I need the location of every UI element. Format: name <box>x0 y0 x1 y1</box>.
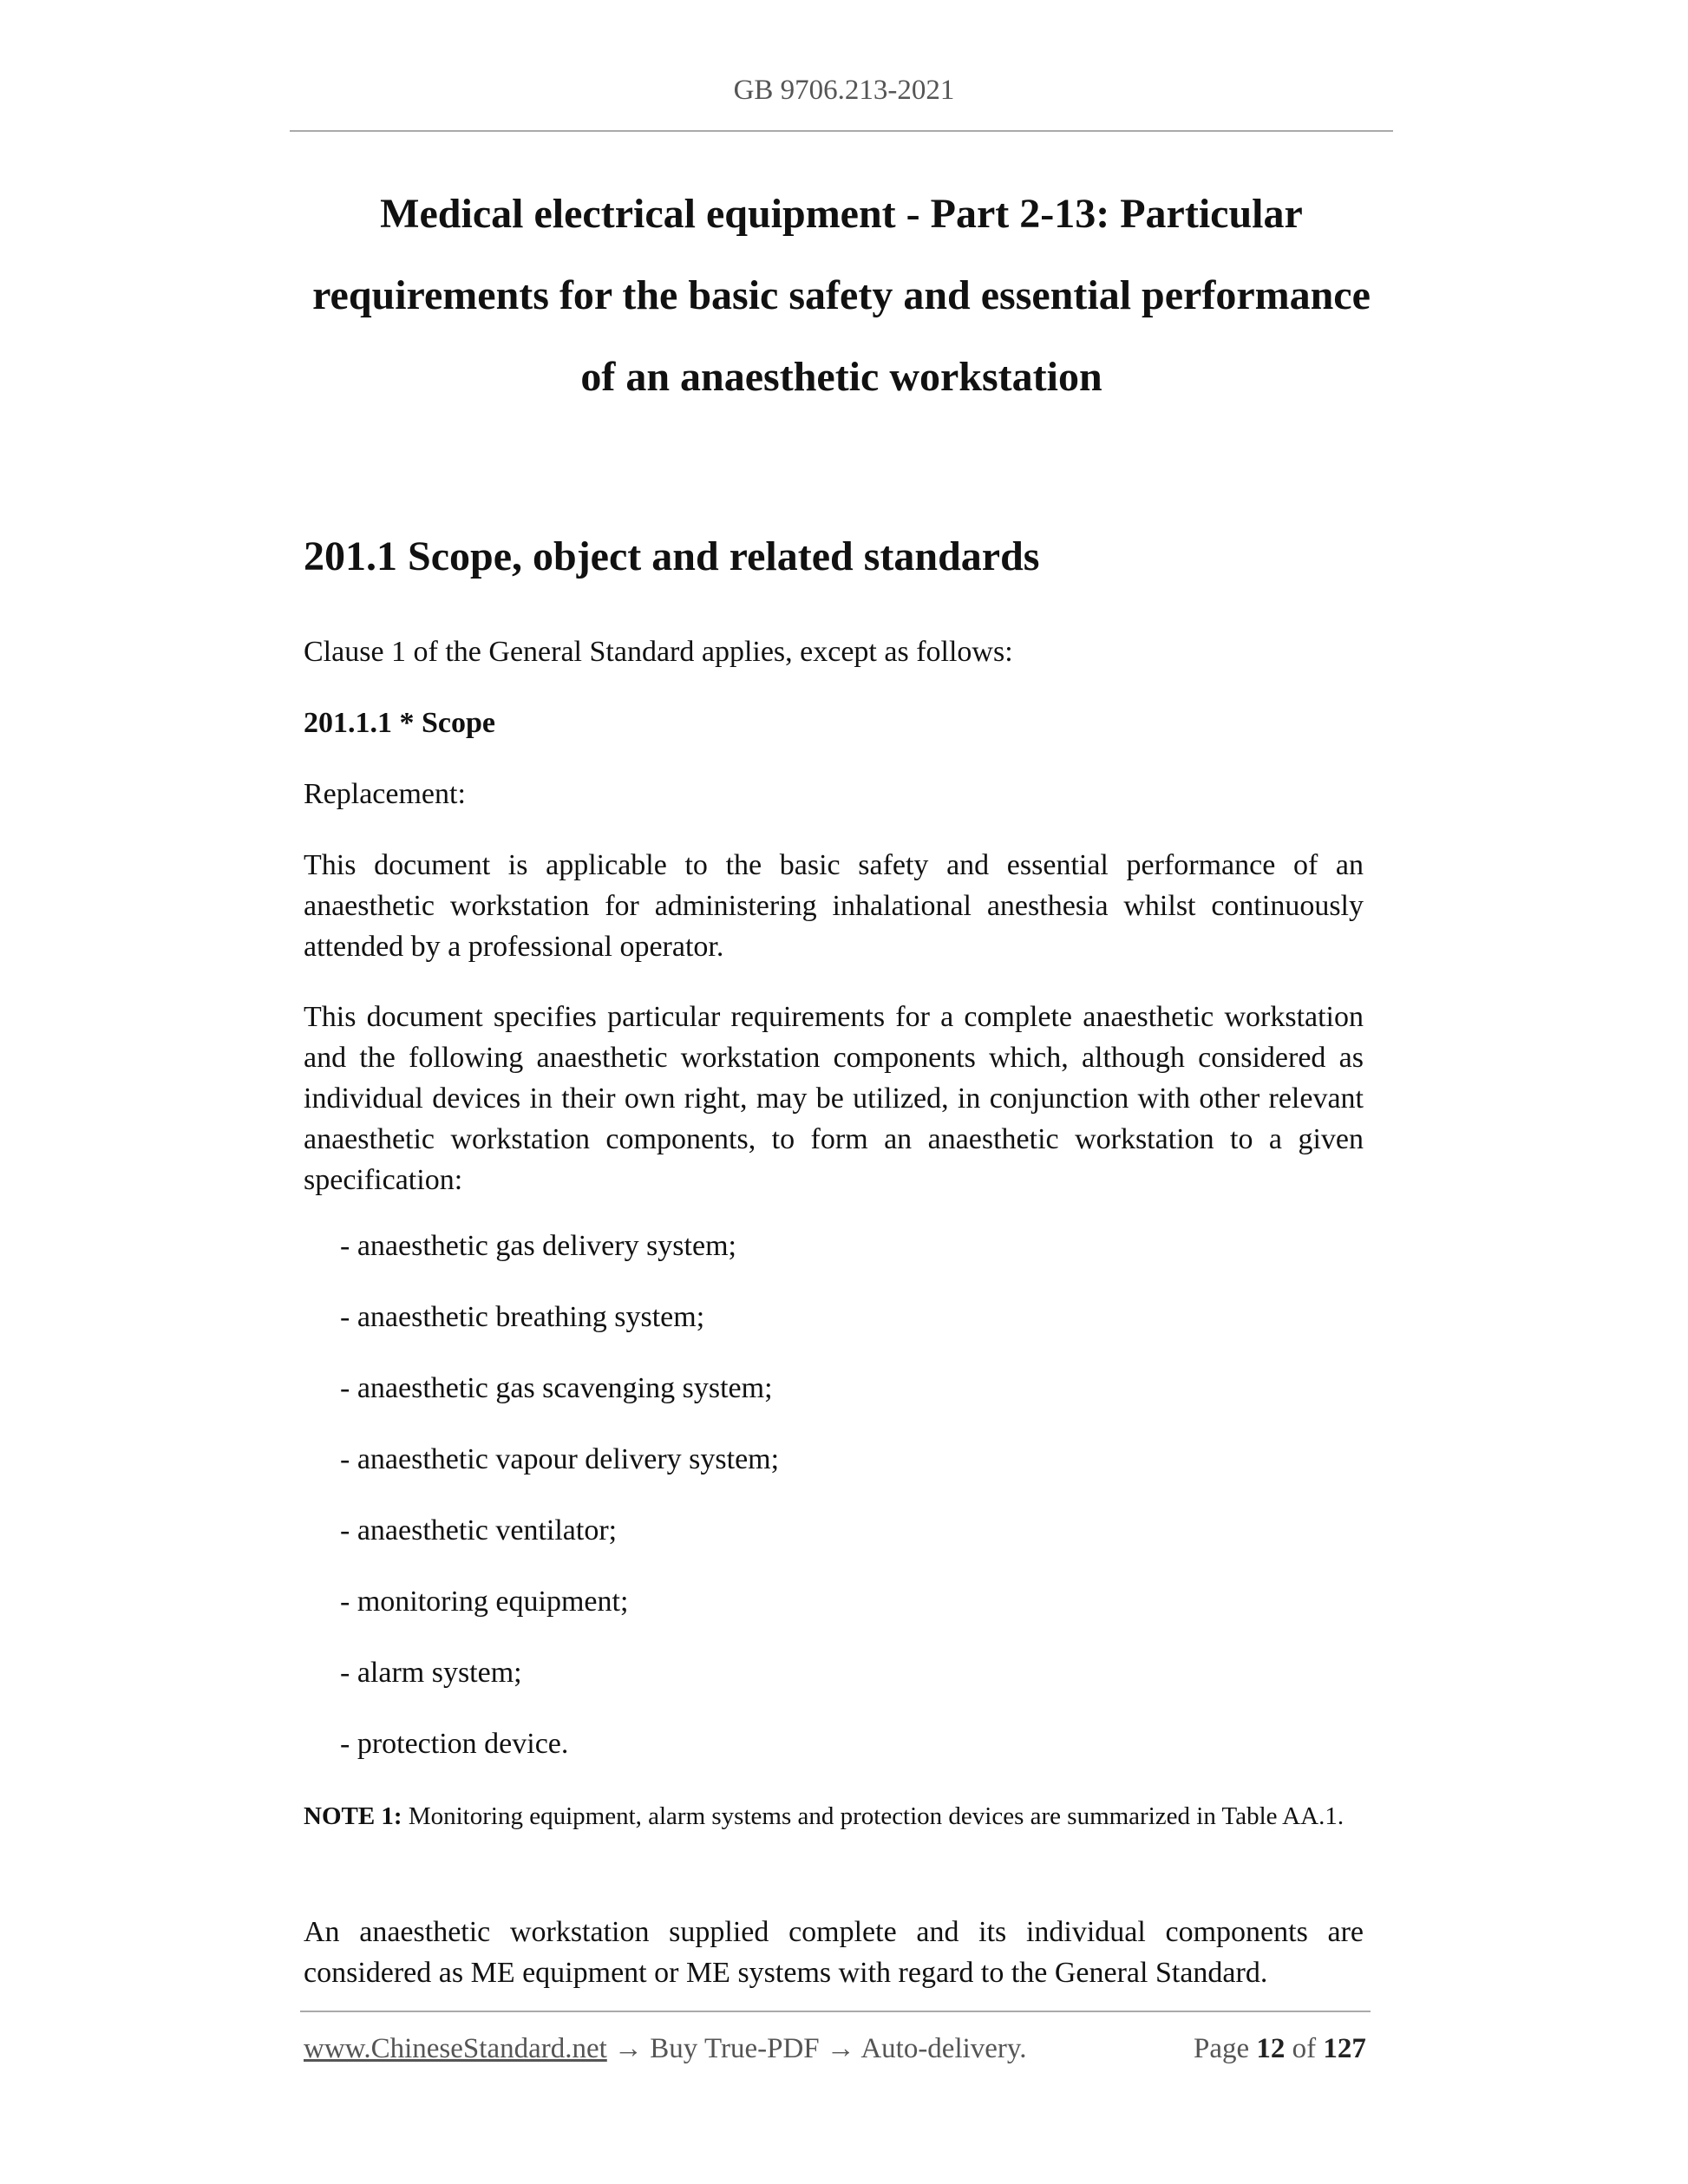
delivery-text: Auto-delivery. <box>860 2033 1027 2064</box>
list-item: - anaesthetic ventilator; <box>340 1514 618 1546</box>
footer-divider <box>300 2011 1371 2012</box>
of-label: of <box>1285 2033 1324 2064</box>
footer-promo <box>304 2033 1027 2065</box>
scope-paragraph-2: This document specifies particular requirements for a complete anaesthetic workstation and the following anaesthetic workstation components which, although considered as individual devices in their own right, may be utilized, in conjunction with other relevant anaesthetic workstation components, to form an anaesthetic workstation to a given specification: <box>304 1001 1364 1196</box>
buy-text: Buy True-PDF <box>650 2033 820 2064</box>
page-label: Page <box>1194 2033 1257 2064</box>
arrow-icon: → <box>606 2033 651 2064</box>
title-line-3: of an anaesthetic workstation <box>580 354 1102 400</box>
section-intro: Clause 1 of the General Standard applies, except as follows: <box>304 636 1013 668</box>
page-number <box>1194 2033 1366 2065</box>
website-link[interactable]: www.ChineseStandard.net <box>304 2033 607 2064</box>
section-heading: 201.1 Scope, object and related standards <box>304 533 1040 579</box>
total-pages: 127 <box>1323 2033 1366 2064</box>
scope-paragraph-3: An anaesthetic workstation supplied complete and its individual components are considered as ME equipment or ME systems with regard to the General Standard. <box>304 1916 1364 1989</box>
list-item: - anaesthetic vapour delivery system; <box>340 1443 780 1475</box>
note-text: Monitoring equipment, alarm systems and protection devices are summarized in Table AA.1. <box>402 1802 1345 1830</box>
title-line-1: Medical electrical equipment - Part 2-13: Particular <box>380 191 1303 237</box>
scope-paragraph-1: This document is applicable to the basic safety and essential performance of an anaesthetic workstation for administering inhalational anesthesia whilst continuously attended by a professional operator. <box>304 849 1364 963</box>
subsection-heading: 201.1.1 * Scope <box>304 707 495 739</box>
document-code-header: GB 9706.213-2021 <box>733 75 955 106</box>
note-label: NOTE 1: <box>304 1802 402 1830</box>
list-item: - monitoring equipment; <box>340 1586 629 1618</box>
header-divider <box>290 130 1393 132</box>
note-1 <box>304 1795 1364 1837</box>
arrow-icon: → <box>819 2033 861 2064</box>
list-item: - anaesthetic gas delivery system; <box>340 1230 736 1262</box>
list-item: - alarm system; <box>340 1657 522 1689</box>
list-item: - anaesthetic gas scavenging system; <box>340 1372 773 1404</box>
replacement-label: Replacement: <box>304 778 466 810</box>
list-item: - protection device. <box>340 1728 569 1760</box>
title-line-2: requirements for the basic safety and essential performance <box>312 272 1371 318</box>
current-page: 12 <box>1256 2033 1286 2064</box>
document-title <box>290 173 1393 418</box>
list-item: - anaesthetic breathing system; <box>340 1301 705 1333</box>
